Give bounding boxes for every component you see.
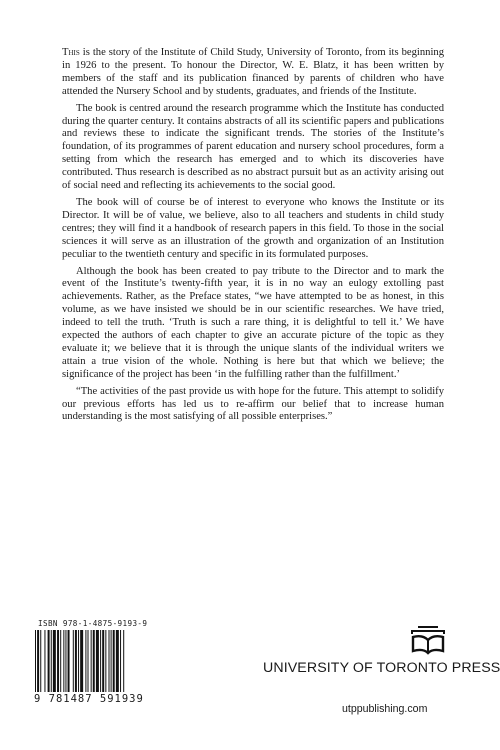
- barcode-bar: [93, 630, 95, 692]
- back-cover-blurb: [62, 47, 444, 428]
- barcode-bar: [53, 630, 56, 692]
- barcode-bar: [75, 630, 77, 692]
- barcode-bar: [48, 630, 50, 692]
- barcode-bars: [34, 630, 174, 692]
- barcode-bar: [51, 630, 52, 692]
- barcode-bar: [35, 630, 36, 692]
- barcode-bar: [120, 630, 121, 692]
- barcode-bar: [100, 630, 101, 692]
- barcode-digits: 9 781487 591939: [34, 693, 144, 705]
- drop-word: This: [62, 47, 80, 58]
- barcode-bar: [78, 630, 79, 692]
- blurb-paragraph-1: [62, 47, 444, 99]
- barcode-bar: [88, 630, 89, 692]
- blurb-paragraph-3: The book will of course be of interest to everyone who knows the Institute or its Director. It will be of value, we believe, also to all teachers and students in child study centres; they will find it a handbook of research papers in this field. To those in the social sciences it will serve as an illustration of the growth and organization of an Institution peculiar to the twentieth century and specific in its formulated purposes.: [62, 196, 444, 260]
- barcode-bar: [105, 630, 106, 692]
- barcode-bar: [111, 630, 112, 692]
- barcode-bar: [63, 630, 64, 692]
- publisher-url: utppublishing.com: [342, 703, 428, 715]
- barcode-bar: [65, 630, 66, 692]
- barcode-bar: [73, 630, 74, 692]
- blurb-paragraph-2: The book is centred around the research programme which the Institute has conducted during the quarter century. It contains abstracts of all its scientific papers and publications and reviews these to indicate the significant trends. The stories of the Institute’s foundation, of its programmes of parent education and nursery school procedures, form a setting from which the research has emerged and to which its discoveries have contributed. Thus research is described as no abstract pursuit but as an activity arising out of social need and reflecting its achievements to the social good.: [62, 102, 444, 192]
- barcode-bar: [80, 630, 83, 692]
- barcode-bar: [44, 630, 45, 692]
- isbn-label: ISBN 978-1-4875-9193-9: [38, 619, 148, 628]
- barcode-bar: [109, 630, 110, 692]
- barcode-bar: [116, 630, 119, 692]
- barcode-bar: [57, 630, 59, 692]
- barcode-bar: [96, 630, 99, 692]
- barcode-bar: [37, 630, 39, 692]
- blurb-paragraph-4: Although the book has been created to pay tribute to the Director and to mark the event of the Institute’s twenty-fifth year, it is in no way an eulogy extolling past achievements. Rather, as the Preface states, “we have attempted to be as honest, in this volume, as we have insisted we should be in our scientific researches. We have tried, indeed to tell the truth. ‘Truth is such a rare thing, it is delightful to tell it.’ We have expected the authors of each chapter to give an accurate picture of the topic as they evaluate it; we believe that it is through the unique slants of the individual writers we attain a true vision of the whole. Nothing is here but that which we believe; the significance of the project has been ‘in the fulfilling rather than the fulfillment.’: [62, 265, 444, 380]
- blurb-paragraph-1-text: is the story of the Institute of Child Study, University of Toronto, from its beginning in 1926 to the present. To honour the Director, W. E. Blatz, it has been written by members of the staff and its publication financed by parents of children who have attended the Nursery School and by students, graduates, and friends of the Institute.: [62, 47, 444, 97]
- barcode-bar: [68, 630, 70, 692]
- barcode-bar: [113, 630, 115, 692]
- publisher-name: UNIVERSITY OF TORONTO PRESS: [263, 660, 500, 676]
- barcode-bar: [102, 630, 104, 692]
- barcode-bar: [60, 630, 61, 692]
- isbn-barcode: [34, 619, 204, 705]
- barcode-bar: [123, 630, 124, 692]
- barcode-bar: [85, 630, 86, 692]
- barcode-bar: [91, 630, 92, 692]
- blurb-paragraph-5: “The activities of the past provide us with hope for the future. This attempt to solidify our previous efforts has led us to re-affirm our belief that to increase human understanding is the most satisfying of all possible enterprises.”: [62, 385, 444, 423]
- utp-logo-icon: [410, 625, 446, 655]
- barcode-bar: [40, 630, 41, 692]
